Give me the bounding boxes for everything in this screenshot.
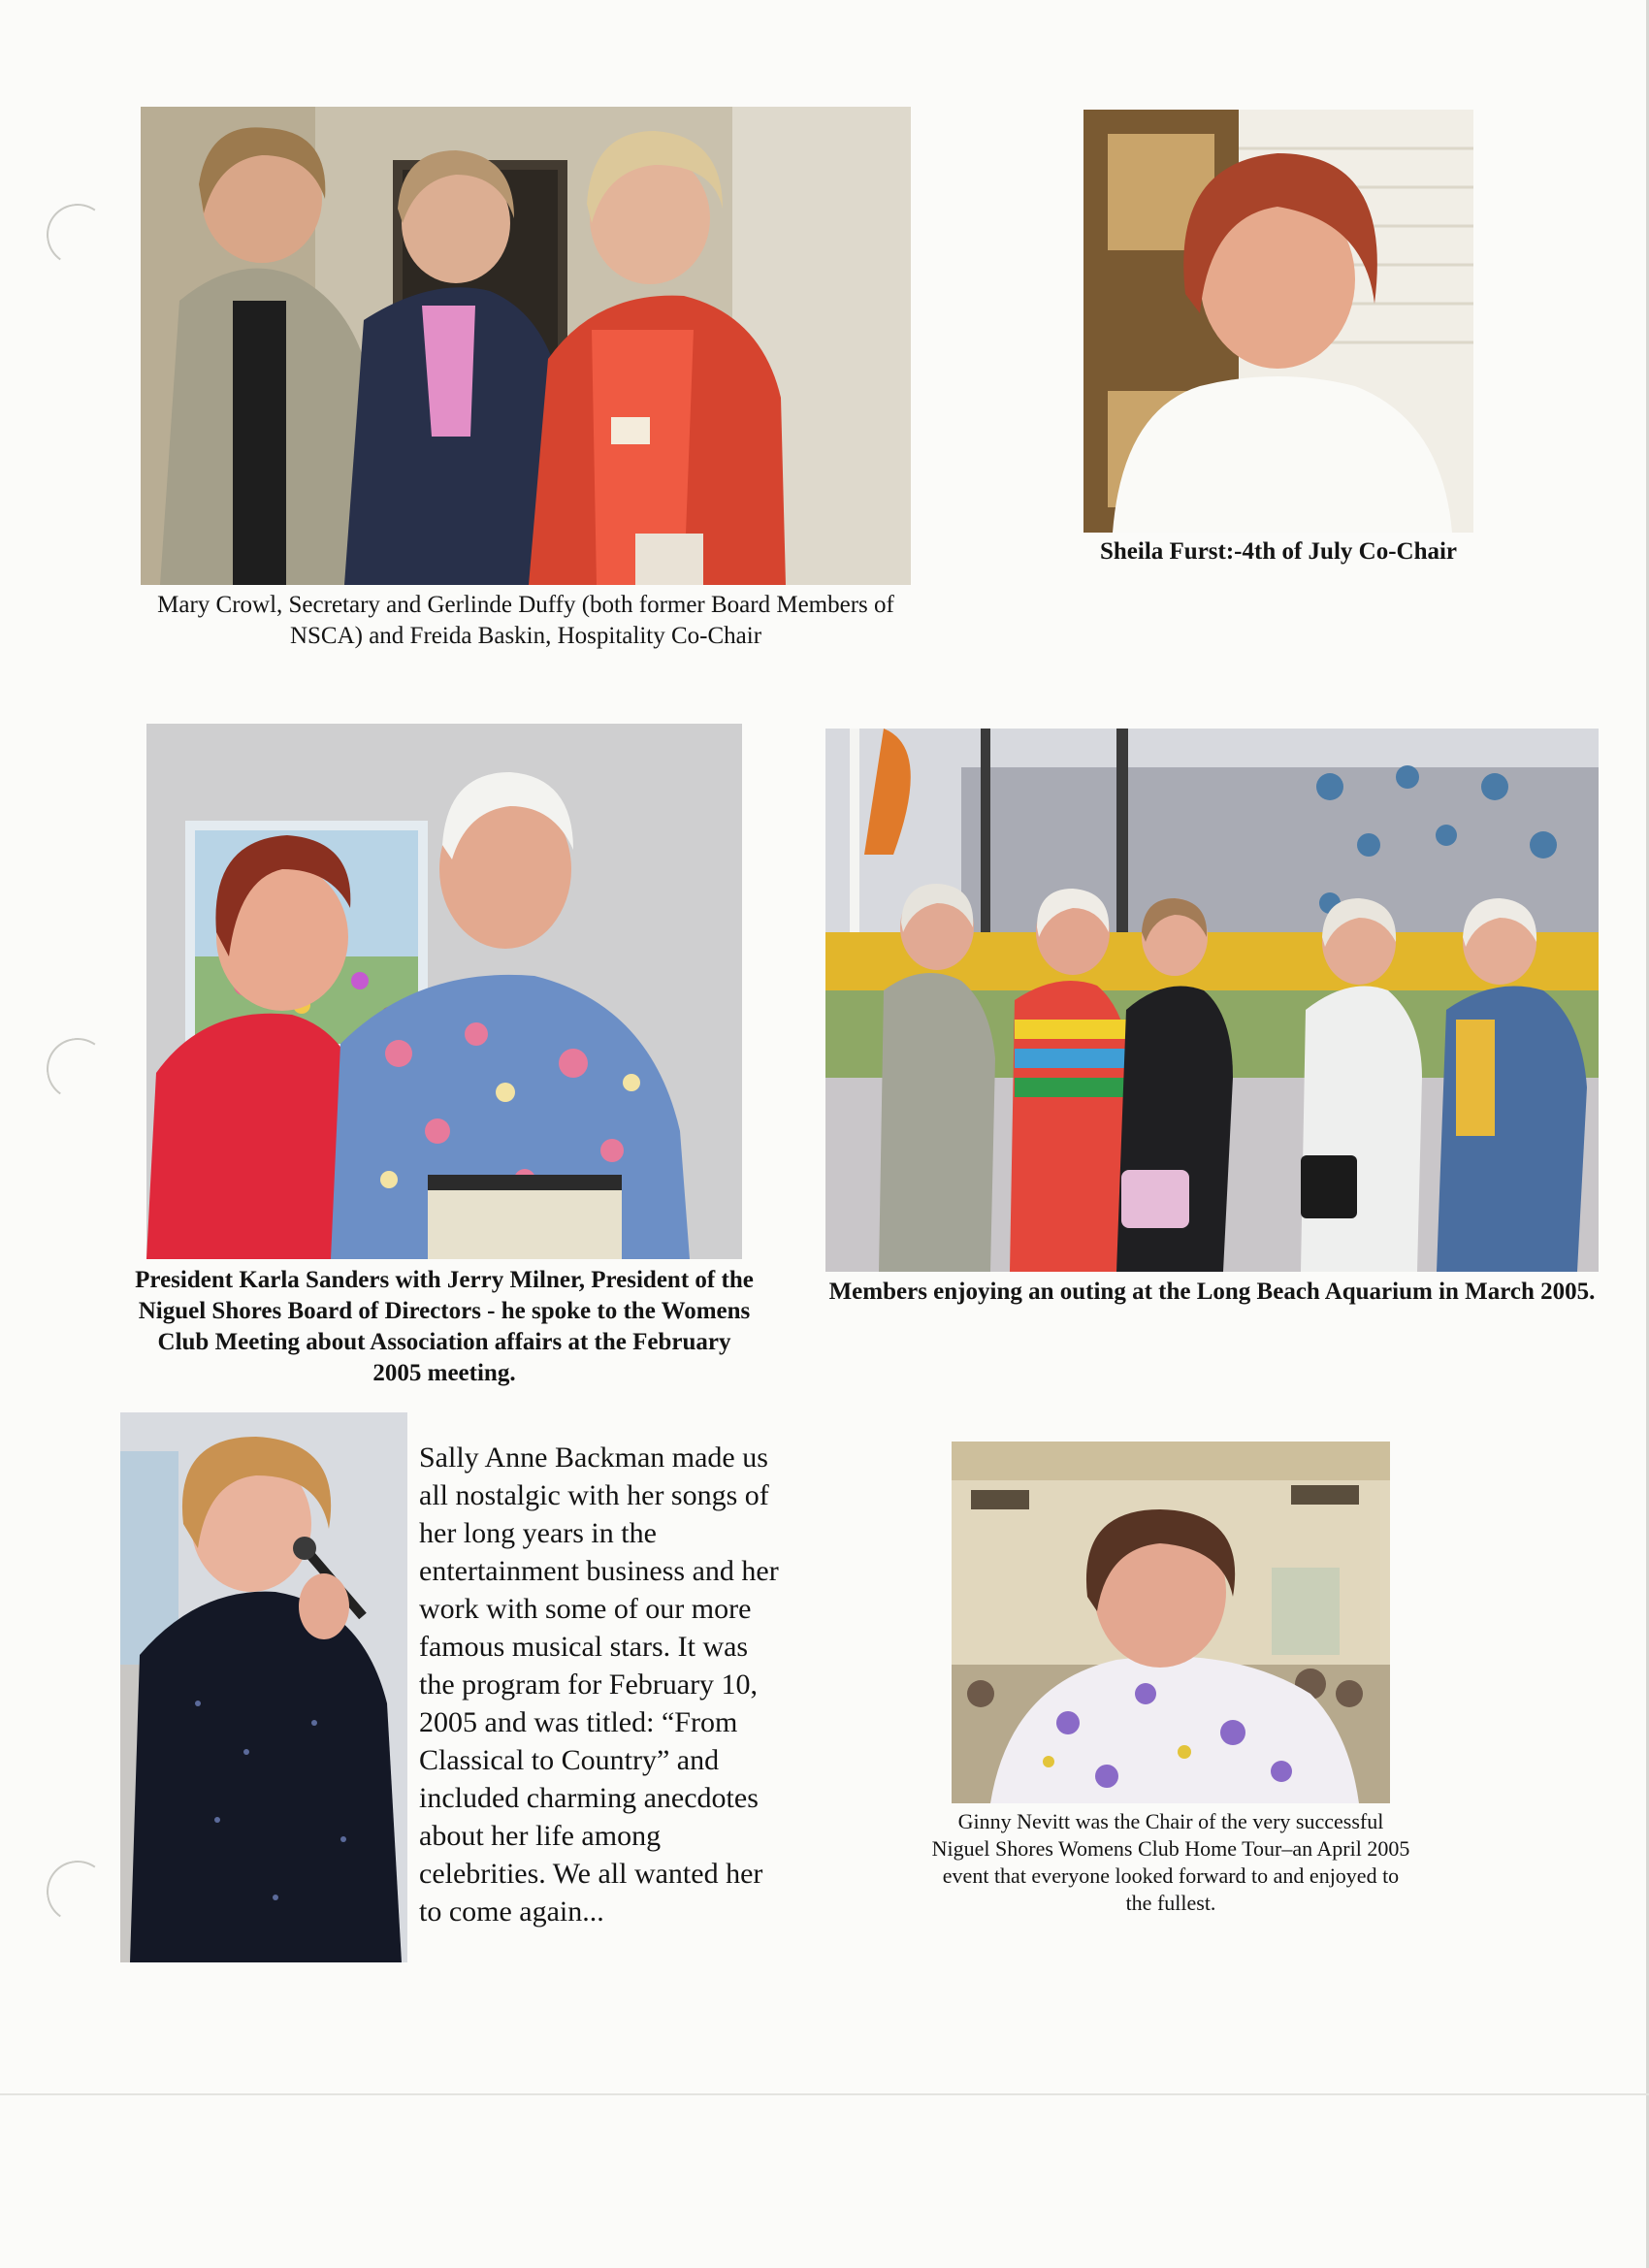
photo-long-beach-aquarium: [825, 729, 1599, 1272]
punch-hole-bottom: [42, 1856, 113, 1928]
punch-hole-middle: [42, 1033, 113, 1105]
photo-caption-three-women: Mary Crowl, Secretary and Gerlinde Duffy (both former Board Members of NSCA) and Freida Baskin, Hospitality Co-Chair: [157, 592, 894, 649]
photo-sheila-furst: [1083, 110, 1473, 533]
photo-caption-karla-sanders: President Karla Sanders with Jerry Milner, President of the Niguel Shores Board of Directors - he spoke to the Womens Club Meeting about Association affairs at the February 2005 meeting.: [135, 1267, 754, 1386]
photo-caption-ginny-nevitt: Ginny Nevitt was the Chair of the very successful Niguel Shores Womens Club Home Tour–an April 2005 event that everyone looked forward to and enjoyed to the fullest.: [931, 1809, 1410, 1915]
photo-three-women: [141, 107, 911, 585]
photo-caption-long-beach-aquarium: Members enjoying an outing at the Long Beach Aquarium in March 2005.: [828, 1279, 1596, 1305]
article-sally-anne-backman: Sally Anne Backman made us all nostalgic with her songs of her long years in the entertainment business and her work with some of our more famous musical stars. It was the program for February 10, 2005 and was titled: “From Classical to Country” and included charming anecdotes about her life among celebrities. We all wanted her to come again...: [419, 1442, 779, 1928]
photo-caption-sheila-furst: Sheila Furst:-4th of July Co-Chair: [1099, 538, 1458, 565]
page-divider: [0, 2093, 1649, 2095]
photo-ginny-nevitt: [952, 1442, 1390, 1803]
punch-hole-top: [42, 199, 113, 271]
photo-karla-sanders-jerry-milner: [146, 724, 742, 1259]
photo-sally-anne-backman: [120, 1412, 407, 1962]
